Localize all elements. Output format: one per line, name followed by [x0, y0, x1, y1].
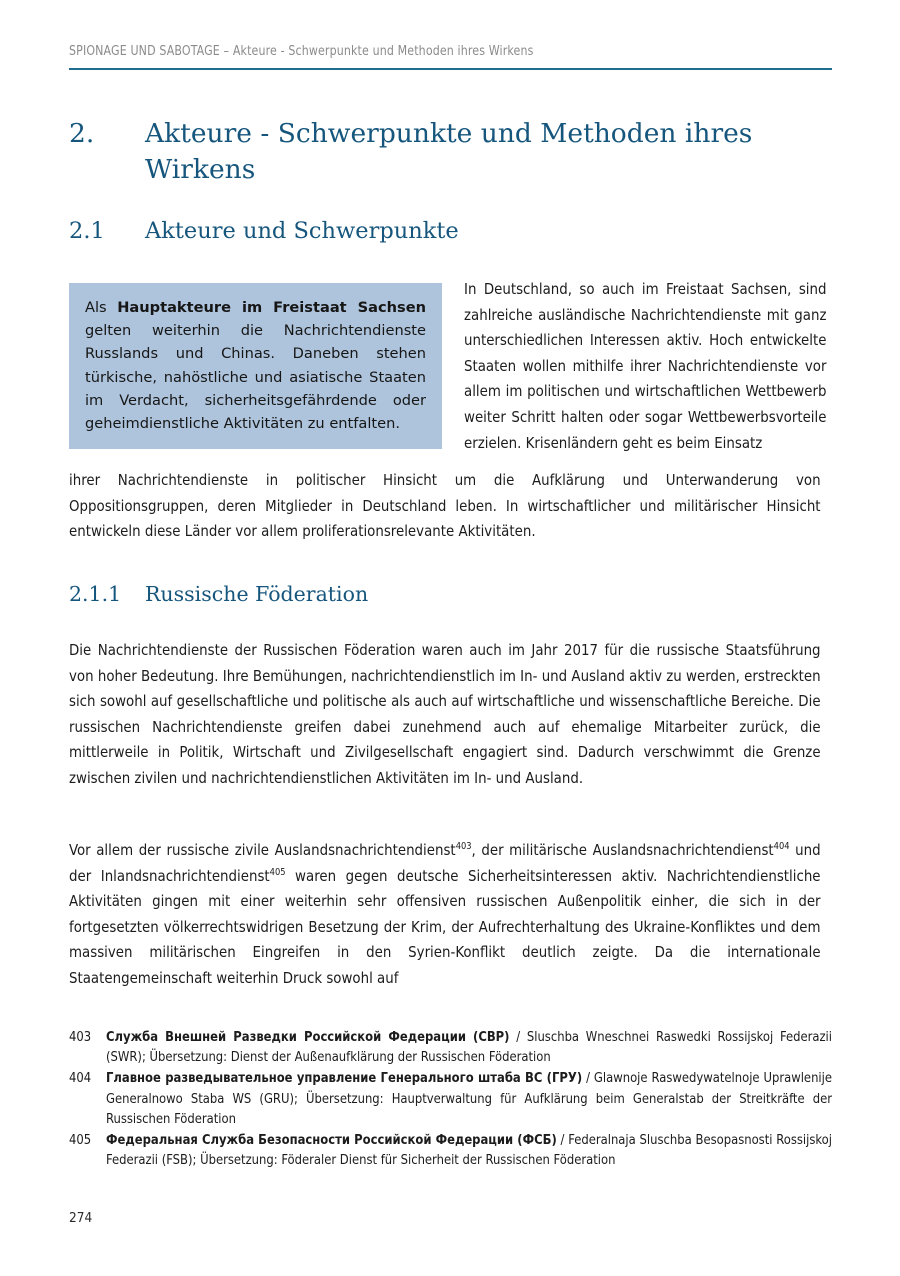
para2-seg-a: Vor allem der russische zivile Auslandsnachrichtendienst	[69, 841, 456, 859]
section-heading-3-title: Russische Föderation	[145, 582, 369, 606]
page-number: 274	[69, 1210, 93, 1226]
footnote-text	[106, 1069, 832, 1130]
footnote-item	[69, 1028, 832, 1068]
running-header	[69, 44, 832, 59]
para2-seg-c: und der Inlandsnachrichtendienst	[69, 841, 821, 885]
section-heading-1-title: Akteure - Schwerpunkte und Methoden ihres Wirkens	[145, 118, 753, 185]
section-heading-2-number: 2.1	[69, 218, 105, 244]
footnote-text	[106, 1028, 832, 1068]
callout-bold-lead: Hauptakteure im Freistaat Sachsen	[117, 299, 427, 316]
para2-seg-b: , der militärische Auslandsnachrichtendienst	[471, 841, 774, 859]
footnote-number: 403	[69, 1030, 92, 1045]
section-heading-1	[69, 116, 769, 188]
footnote-text	[106, 1131, 832, 1171]
footnote-original-name: Федеральная Служба Безопасности Российской Федерации (ФСБ)	[106, 1133, 557, 1149]
footnote-item	[69, 1131, 832, 1171]
header-rule	[69, 68, 832, 70]
paragraph-russia-1	[69, 638, 832, 792]
intro-right-column-text: In Deutschland, so auch im Freistaat Sachsen, sind zahlreiche ausländische Nachrichtendienste mit ganz unterschiedlichen Interessen aktiv. Hoch entwickelte Staaten wollen mithilfe ihrer Nachrichtendienste vor allem im politischen und wirtschaftlichen Wettbewerb weiter Schritt halten oder sogar Wettbewerbsvorteile erzielen. Krisenländern geht es beim Einsatz	[464, 280, 827, 452]
footnote-number: 404	[69, 1071, 92, 1087]
section-heading-3-number: 2.1.1	[69, 582, 122, 606]
callout-box	[69, 283, 442, 449]
intro-continuation-text: ihrer Nachrichtendienste in politischer Hinsicht um die Aufklärung und Unterwanderung von Oppositionsgruppen, deren Mitglieder in Deutschland leben. In wirtschaftlicher und militärischer Hinsicht entwickeln diese Länder vor allem proliferationsrelevante Aktivitäten.	[69, 471, 821, 541]
intro-continuation	[69, 468, 832, 545]
paragraph-russia-2	[69, 838, 832, 992]
paragraph-russia-1-text: Die Nachrichtendienste der Russischen Föderation waren auch im Jahr 2017 für die russische Staatsführung von hoher Bedeutung. Ihre Bemühungen, nachrichtendienstlich im In- und Ausland aktiv zu werden, erstreckten sich sowohl auf gesellschaftliche und politische als auch auf wirtschaftliche und wissenschaftliche Bereiche. Die russischen Nachrichtendienste greifen dabei zunehmend auch auf ehemalige Mitarbeiter zurück, die mittlerweile in Politik, Wirtschaft und Zivilgesellschaft engagiert sind. Dadurch verschwimmt die Grenze zwischen zivilen und nachrichtendienstlichen Aktivitäten im In- und Ausland.	[69, 641, 821, 787]
footnote-ref-403[interactable]: 403	[455, 840, 472, 852]
callout-prefix: Als	[85, 299, 118, 316]
callout-rest: gelten weiterhin die Nachrichtendienste Russlands und Chinas. Daneben stehen türkische, nahöstliche und asiatische Staaten im Verdacht, sicherheitsgefährdende oder geheimdienstliche Aktivitäten zu entfalten.	[85, 322, 426, 433]
footnote-number: 405	[69, 1133, 92, 1149]
footnotes-section	[69, 1028, 832, 1172]
paragraph-russia-2-text	[69, 838, 821, 992]
footnote-translation: / Glawnoje Raswedywatelnoje Uprawlenije Generalnowo Staba WS (GRU); Übersetzung: Hauptverwaltung für Aufklärung beim Generalstab der Streitkräfte der Russischen Föderation	[106, 1071, 832, 1127]
section-heading-2-title: Akteure und Schwerpunkte	[145, 218, 459, 244]
footnote-ref-404[interactable]: 404	[773, 840, 790, 852]
footnote-item	[69, 1069, 832, 1130]
intro-right-column	[464, 277, 832, 456]
footnote-translation: / Sluschba Wneschnei Raswedki Rossijskoj Federazii (SWR); Übersetzung: Dienst der Außenaufklärung der Russischen Föderation	[106, 1030, 832, 1066]
para2-seg-d: waren gegen deutsche Sicherheitsinteressen aktiv. Nachrichtendienstliche Aktivitäten gingen mit einer weiterhin sehr offensiven russischen Außenpolitik einher, die sich in der fortgesetzten völkerrechtswidrigen Besetzung der Krim, der Aufrechterhaltung des Ukraine-Konfliktes und dem massiven militärischen Eingreifen in den Syrien-Konflikt deutlich zeigte. Da die internationale Staatengemeinschaft weiterhin Druck sowohl auf	[69, 866, 821, 987]
section-heading-2	[69, 216, 769, 246]
section-heading-1-number: 2.	[69, 118, 95, 149]
footnote-ref-405[interactable]: 405	[269, 866, 286, 878]
callout-text	[85, 296, 426, 435]
running-header-text: SPIONAGE UND SABOTAGE – Akteure - Schwerpunkte und Methoden ihres Wirkens	[69, 44, 534, 59]
footnote-translation: / Federalnaja Sluschba Besopasnosti Rossijskoj Federazii (FSB); Übersetzung: Föderaler Dienst für Sicherheit der Russischen Föderation	[106, 1133, 832, 1169]
footnote-original-name: Служба Внешней Разведки Российской Федерации (СВР)	[106, 1030, 510, 1045]
section-heading-3	[69, 580, 769, 608]
footnote-original-name: Главное разведывательное управление Генерального штаба ВС (ГРУ)	[106, 1071, 583, 1087]
